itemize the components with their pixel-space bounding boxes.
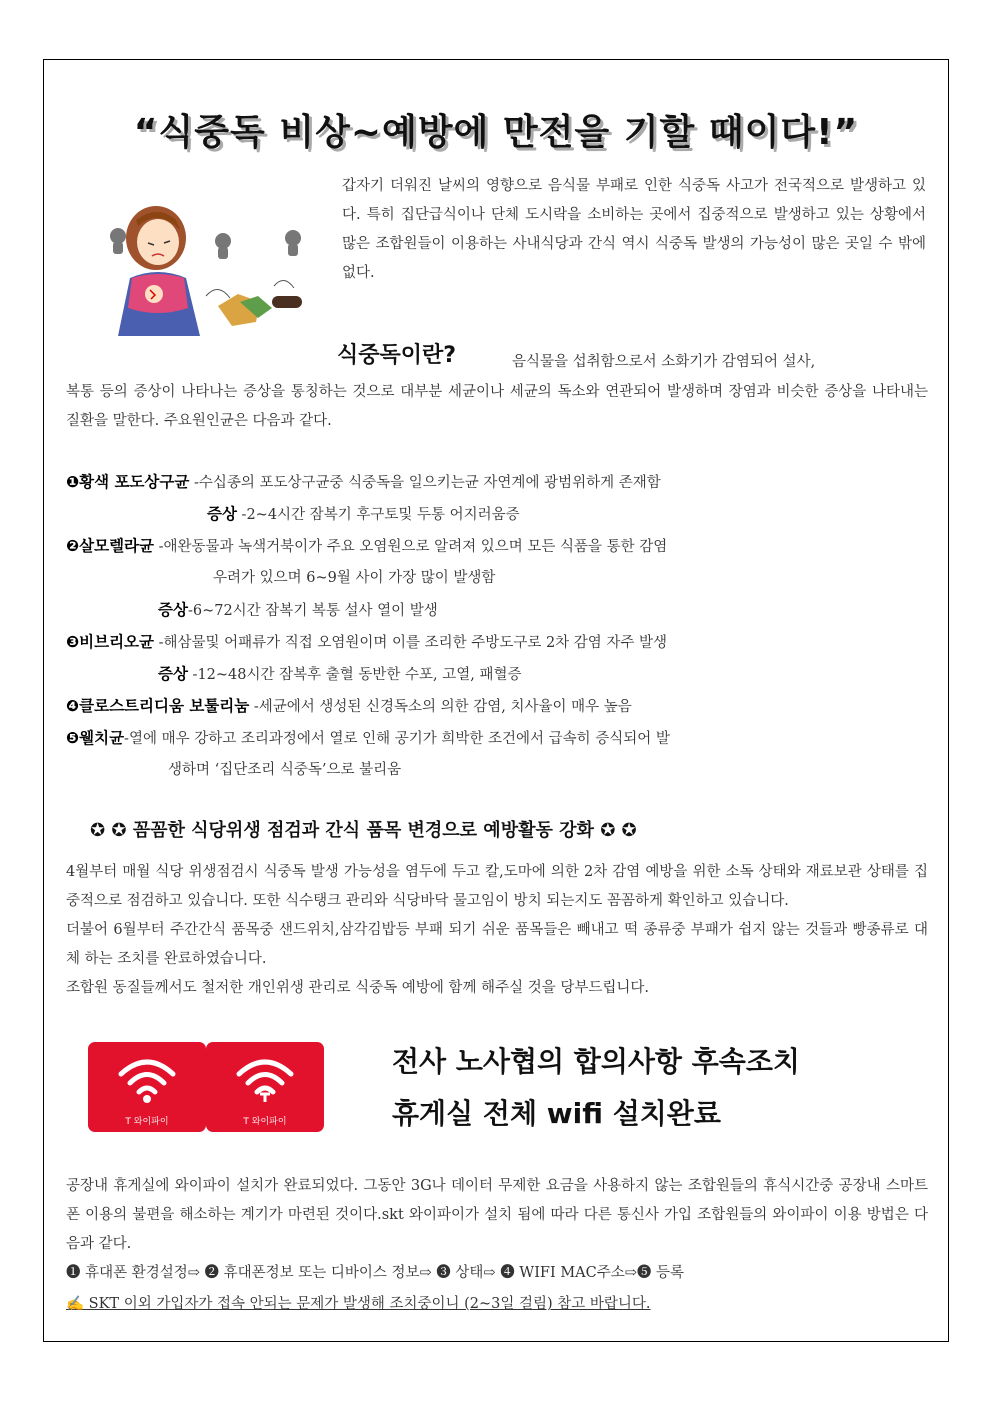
symptom-desc: -2~4시간 잠복기 후구토및 두통 어지러움증 bbox=[236, 507, 520, 523]
t-wifi-logo bbox=[206, 1042, 324, 1132]
bacteria-desc: -해삼물및 어패류가 직접 오염원이며 이를 조리한 주방도구로 2차 감염 자주 발생 bbox=[154, 635, 668, 651]
wifi-icon bbox=[235, 1054, 295, 1104]
hygiene-paragraph: 조합원 동질들께서도 철저한 개인위생 관리로 식중독 예방에 함께 해주실 것을 당부드립니다. bbox=[66, 980, 649, 996]
bacteria-row bbox=[66, 726, 670, 748]
symptom-label: 증상 bbox=[207, 505, 237, 523]
bacteria-row bbox=[66, 630, 667, 652]
symptom-row bbox=[158, 662, 522, 684]
symptom-row bbox=[207, 502, 520, 524]
symptom-row bbox=[158, 598, 438, 620]
bacteria-desc: 생하며 ‘집단조리 식중독’으로 불리움 bbox=[168, 762, 402, 778]
symptom-label: 증상 bbox=[158, 601, 188, 619]
definition-paragraph: 복통 등의 증상이 나타나는 증상을 통칭하는 것으로 대부분 세균이나 세균의 독소와 연관되어 발생하며 장염과 비슷한 증상을 나타내는 질환을 말한다. 주요원인균은 다음과 같다. bbox=[66, 384, 928, 429]
wifi-heading-2: 휴게실 전체 wifi 설치완료 bbox=[392, 1097, 721, 1130]
hygiene-body bbox=[66, 858, 928, 1003]
bacteria-desc-continued bbox=[168, 758, 401, 779]
page-title: “식중독 비상~예방에 만전을 기할 때이다!” bbox=[133, 112, 859, 153]
bacteria-desc: 우려가 있으며 6~9월 사이 가장 많이 발생함 bbox=[213, 570, 496, 586]
t-wifi-logo bbox=[88, 1042, 206, 1132]
bacteria-desc: -열에 매우 강하고 조리과정에서 열로 인해 공기가 희박한 조건에서 급속히 증식되어 발 bbox=[124, 731, 670, 747]
symptom-desc: -6~72시간 잠복기 복통 설사 열이 발생 bbox=[187, 603, 438, 619]
bacteria-name: ❹클로스트리디움 보툴리눔 bbox=[66, 697, 250, 715]
star-icon: ✪ ✪ bbox=[600, 820, 637, 841]
wifi-steps: ❶ 휴대폰 환경설정⇨ ❷ 휴대폰정보 또는 디바이스 정보⇨ ❸ 상태⇨ ❹ WIFI MAC주소⇨❺ 등록 bbox=[66, 1265, 685, 1281]
bacteria-desc-continued bbox=[213, 566, 495, 587]
food-poisoning-illustration bbox=[88, 186, 320, 336]
section-heading-text: 꼼꼼한 식당위생 점검과 간식 품목 변경으로 예방활동 강화 bbox=[132, 820, 594, 841]
intro-paragraph: 갑자기 더워진 날씨의 영향으로 음식물 부패로 인한 식중독 사고가 전국적으로 발생하고 있다. 특히 집단급식이나 단체 도시락을 소비하는 곳에서 집중적으로 발생하고 있는 상황에서 많은 조합원들이 이용하는 사내식당과 간식 역시 식중독 발생의 가능성이 많은 곳일 수 밖에 없다. bbox=[342, 178, 926, 281]
bacteria-desc: -세균에서 생성된 신경독소의 의한 감염, 치사율이 매우 높음 bbox=[249, 699, 632, 715]
bacteria-name: ❸비브리오균 bbox=[66, 633, 154, 651]
bacteria-row bbox=[66, 470, 661, 492]
wifi-body bbox=[66, 1172, 928, 1288]
bacteria-name: ❺웰치균 bbox=[66, 729, 125, 747]
star-icon: ✪ ✪ bbox=[90, 820, 127, 841]
definition-heading: 식중독이란? bbox=[337, 343, 457, 368]
symptom-desc: -12~48시간 잠복후 출혈 동반한 수포, 고열, 패혈증 bbox=[187, 667, 522, 683]
notice-line: ✍ SKT 이외 가입자가 접속 안되는 문제가 발생해 조치중이니 (2~3일 걸림) 참고 바랍니다. bbox=[66, 1296, 651, 1312]
logo-label: T 와이파이 bbox=[125, 1117, 169, 1127]
bacteria-desc: -애완동물과 녹색거북이가 주요 오염원으로 알려져 있으며 모든 식품을 통한 감염 bbox=[154, 539, 668, 555]
bacteria-desc: -수십종의 포도상구균중 식중독을 일으키는균 자연계에 광범위하게 존재함 bbox=[189, 475, 661, 491]
bacteria-name: ❷살모렐라균 bbox=[66, 537, 154, 555]
bacteria-name: ❶황색 포도상구균 bbox=[66, 473, 190, 491]
wifi-heading-1: 전사 노사협의 합의사항 후속조치 bbox=[392, 1045, 800, 1078]
symptom-label: 증상 bbox=[158, 665, 188, 683]
wifi-paragraph: 공장내 휴게실에 와이파이 설치가 완료되었다. 그동안 3G나 데이터 무제한 요금을 사용하지 않는 조합원들의 휴식시간중 공장내 스마트폰 이용의 불편을 해소하는 계기가 마련된 것이다.skt 와이파이가 설치 됨에 따라 다른 통신사 가입 조합원들의 와이파이 이용 방법은 다음과 같다. bbox=[66, 1178, 928, 1252]
wifi-icon bbox=[117, 1054, 177, 1104]
logo-label: T 와이파이 bbox=[243, 1117, 287, 1127]
bacteria-row bbox=[66, 694, 632, 716]
section-heading-hygiene bbox=[90, 816, 910, 842]
hygiene-paragraph: 4월부터 매월 식당 위생점검시 식중독 발생 가능성을 염두에 두고 칼,도마에 의한 2차 감염 예방을 위한 소독 상태와 재료보관 상태를 집중적으로 점검하고 있습니다. 또한 식수탱크 관리와 식당바닥 물고임이 방치 되는지도 꼼꼼하게 확인하고 있습니다. bbox=[66, 864, 928, 909]
definition-first-line: 음식물을 섭취함으로서 소화기가 감염되어 설사, bbox=[512, 354, 816, 370]
hygiene-paragraph: 더불어 6월부터 주간간식 품목중 샌드위치,삼각김밥등 부패 되기 쉬운 품목들은 빼내고 떡 종류중 부패가 쉽지 않는 것들과 빵종류로 대체 하는 조치를 완료하였습니다. bbox=[66, 922, 928, 967]
bacteria-row bbox=[66, 534, 667, 556]
